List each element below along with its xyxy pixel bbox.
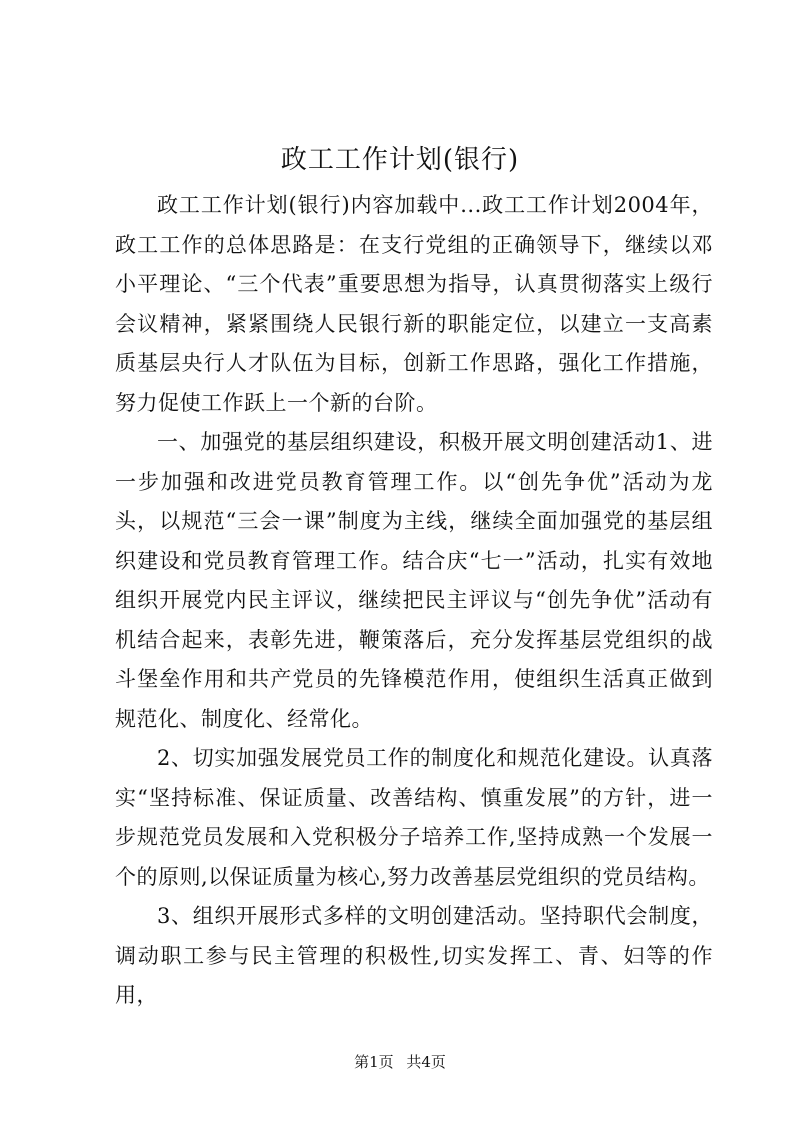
document-title: 政工工作计划(银行) xyxy=(280,145,520,175)
paragraph-intro: 政工工作计划(银行)内容加载中...政工工作计划2004年，政工工作的总体思路是：在支行党组的正确领导下，继续以邓小平理论、“三个代表”重要思想为指导，认真贯彻落实上级行会议精神，紧紧围绕人民银行新的职能定位，以建立一支高素质基层央行人才队伍为目标，创新工作思路，强化工作措施，努力促使工作跃上一个新的台阶。 xyxy=(115,193,713,415)
paragraph-item-two: 2、切实加强发展党员工作的制度化和规范化建设。认真落实“坚持标准、保证质量、改善结构、慎重发展”的方针，进一步规范党员发展和入党积极分子培养工作,坚持成熟一个发展一个的原则,以保证质量为核心,努力改善基层党组织的党员结构。 xyxy=(115,746,713,889)
paragraph-item-three: 3、组织开展形式多样的文明创建活动。坚持职代会制度，调动职工参与民主管理的积极性,切实发挥工、青、妇等的作用， xyxy=(115,904,713,1007)
page-total: 共4页 xyxy=(406,1053,446,1071)
paragraph-section-one: 一、加强党的基层组织建设，积极开展文明创建活动1、进一步加强和改进党员教育管理工作。以“创先争优”活动为龙头，以规范“三会一课”制度为主线，继续全面加强党的基层组织建设和党员教育管理工作。结合庆“七一”活动，扎实有效地组织开展党内民主评议，继续把民主评议与“创先争优”活动有机结合起来，表彰先进，鞭策落后，充分发挥基层党组织的战斗堡垒作用和共产党员的先锋模范作用，使组织生活真正做到规范化、制度化、经常化。 xyxy=(115,430,713,731)
document-body xyxy=(115,186,713,1016)
page-number: 第1页 xyxy=(354,1053,394,1071)
page-footer xyxy=(0,1052,800,1072)
